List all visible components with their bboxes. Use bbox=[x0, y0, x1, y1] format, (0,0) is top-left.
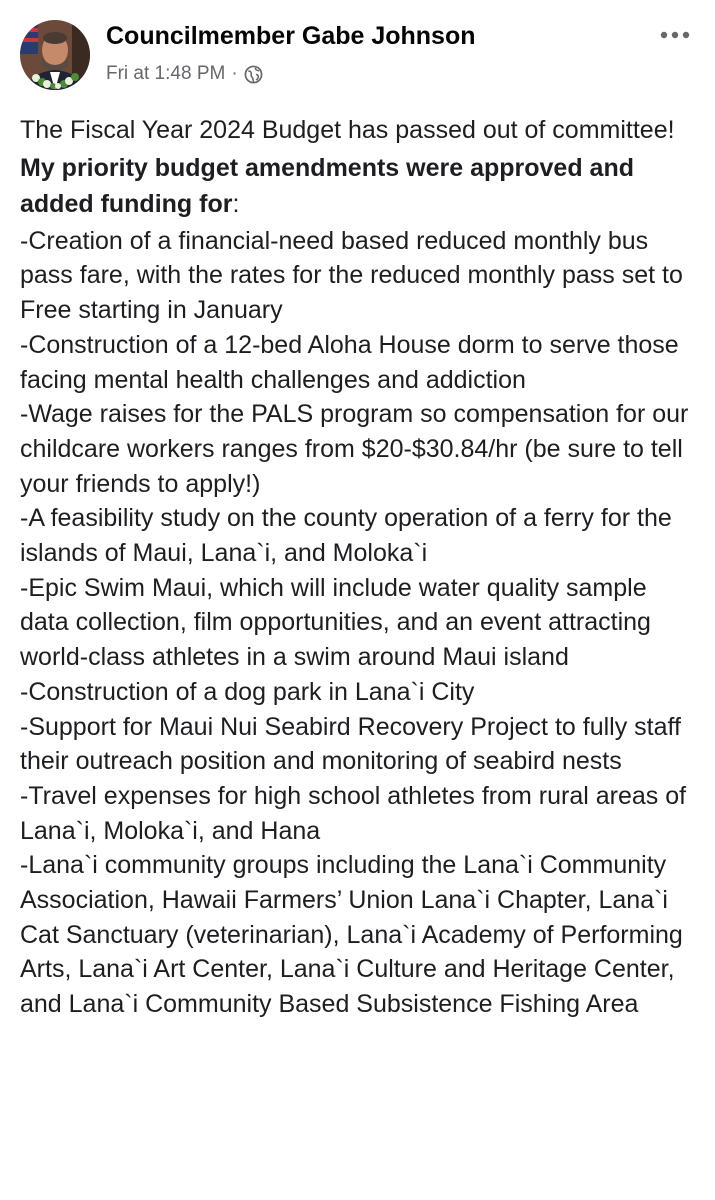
amendment-item: -Travel expenses for high school athletes from rural areas of Lana`i, Moloka`i, and Hana bbox=[20, 781, 687, 845]
amendment-item: -Support for Maui Nui Seabird Recovery Project to fully staff their outreach position and monitoring of seabird nests bbox=[20, 712, 681, 776]
avatar[interactable] bbox=[20, 20, 90, 90]
post-meta bbox=[106, 62, 263, 86]
amendments-heading-text: My priority budget amendments were approved and added funding for bbox=[20, 153, 635, 218]
meta-separator: · bbox=[231, 63, 238, 84]
globe-icon[interactable] bbox=[244, 65, 263, 84]
post-header bbox=[20, 20, 695, 90]
avatar-image bbox=[20, 20, 90, 90]
amendment-item: -Epic Swim Maui, which will include water quality sample data collection, film opportunities, and an event attracting world-class athletes in a swim around Maui island bbox=[20, 573, 651, 672]
amendment-item: -Construction of a dog park in Lana`i City bbox=[20, 677, 475, 706]
more-options-button[interactable] bbox=[655, 22, 695, 48]
amendment-item: -A feasibility study on the county operation of a ferry for the islands of Maui, Lana`i, and Moloka`i bbox=[20, 504, 672, 568]
amendment-item: -Construction of a 12-bed Aloha House dorm to serve those facing mental health challenges and addiction bbox=[20, 330, 679, 394]
amendment-item: -Creation of a financial-need based reduced monthly bus pass fare, with the rates for the reduced monthly pass set to Free starting in January bbox=[20, 226, 683, 325]
post-intro: The Fiscal Year 2024 Budget has passed out of committee! bbox=[20, 116, 675, 144]
amendment-item: -Lana`i community groups including the Lana`i Community Association, Hawaii Farmers’ Union Lana`i Chapter, Lana`i Cat Sanctuary (veterinarian), Lana`i Academy of Performing Arts, Lana`i Art Center, Lana`i Culture and Heritage Center, and Lana`i Community Based Subsistence Fishing Area bbox=[20, 851, 683, 1019]
post-timestamp[interactable]: Fri at 1:48 PM bbox=[106, 63, 226, 84]
amendments-heading bbox=[20, 148, 700, 224]
post-body bbox=[20, 113, 700, 1022]
amendment-item: -Wage raises for the PALS program so compensation for our childcare workers ranges from $20-$30.84/hr (be sure to tell your friends to apply!) bbox=[20, 400, 689, 498]
more-horizontal-icon bbox=[659, 31, 691, 39]
author-name[interactable]: Councilmember Gabe Johnson bbox=[106, 22, 476, 50]
amendments-heading-colon: : bbox=[232, 189, 240, 218]
